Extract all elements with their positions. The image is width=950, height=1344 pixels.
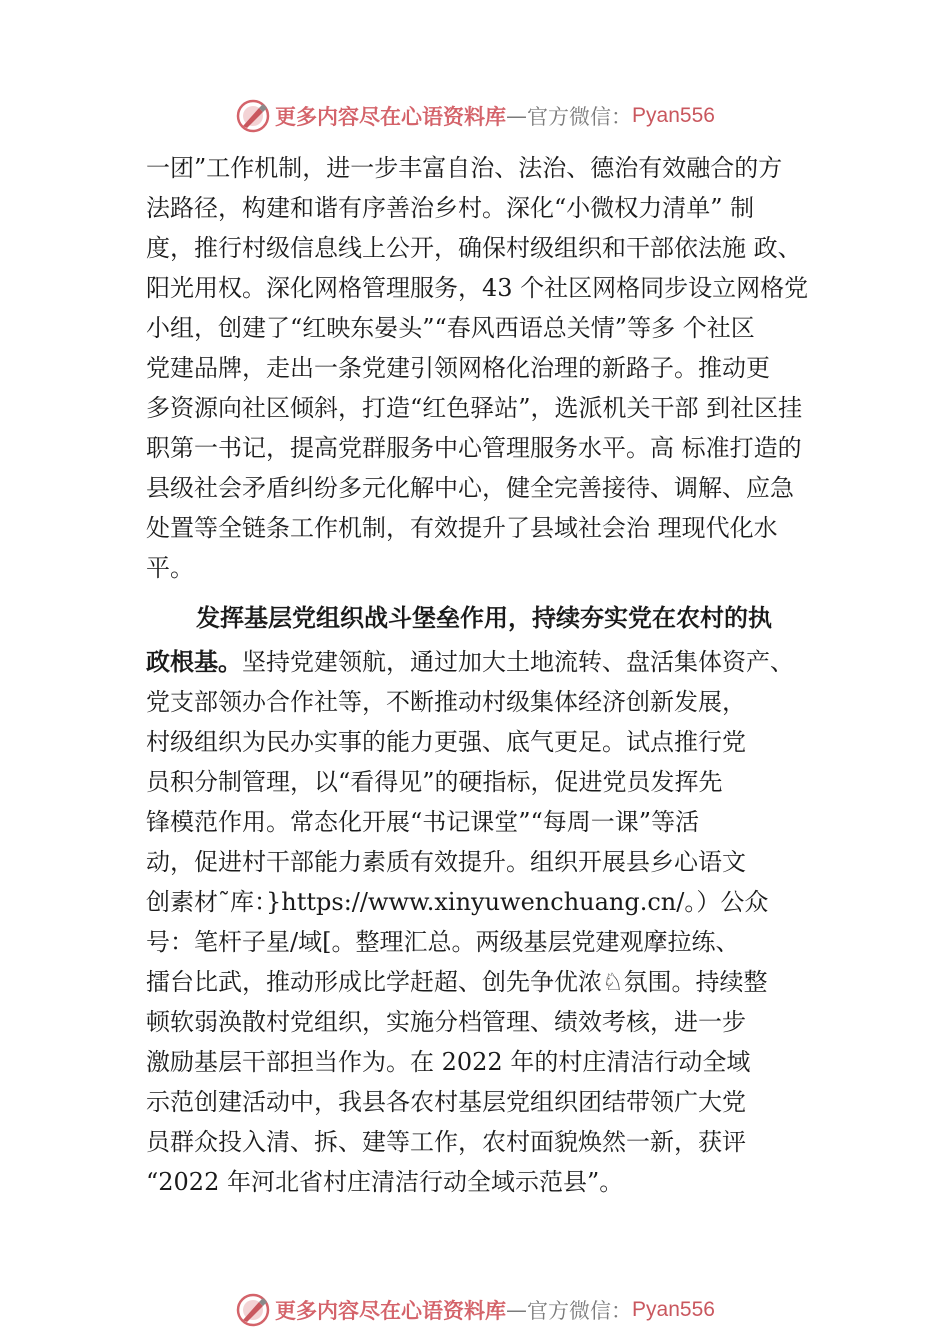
text-line: 员群众投入清、拆、建等工作，农村面貌焕然一新，获评 (146, 1128, 746, 1156)
footer-watermark-banner (0, 1290, 950, 1330)
text-line: 示范创建活动中，我县各农村基层党组织团结带领广大党 (146, 1088, 746, 1116)
text-line: 员积分制管理，以“看得见”的硬指标，促进党员发挥先 (146, 768, 723, 796)
text-line: 擂台比武，推动形成比学赶超、创先争优浓♘氛围。持续整 (146, 968, 768, 996)
pen-nib-logo-icon (235, 98, 271, 134)
text-line: 锋模范作用。常态化开展“书记课堂”“每周一课”等活 (146, 808, 700, 836)
text-line: 一团”工作机制，进一步丰富自治、法治、德治有效融合的方 (146, 154, 783, 182)
text-line: 动，促进村干部能力素质有效提升。组织开展县乡心语文 (146, 848, 746, 876)
banner-wechat-label: 官方微信： (527, 1299, 633, 1323)
section-heading-tail: 政根基。 (146, 648, 242, 676)
text-line: 法路径，构建和谐有序善治乡村。深化“小微权力清单” 制 (146, 194, 755, 222)
banner-title: 更多内容尽在心语资料库 (275, 104, 507, 129)
text-line: 职第一书记，提高党群服务中心管理服务水平。高 标准打造的 (146, 434, 802, 462)
paragraph-governance (146, 148, 846, 588)
text-line: 小组，创建了“红映东晏头”“春风西语总关情”等多 个社区 (146, 314, 755, 342)
text-line: 顿软弱涣散村党组织，实施分档管理、绩效考核，进一步 (146, 1008, 746, 1036)
banner-wechat-id: Pyan556 (632, 1298, 715, 1321)
text-line: 度，推行村级信息线上公开，确保村级组织和干部依法施 政、 (146, 234, 802, 262)
document-body (146, 148, 846, 1202)
text-line: 多资源向社区倾斜，打造“红色驿站”，选派机关干部 到社区挂 (146, 394, 803, 422)
text-line: “2022 年河北省村庄清洁行动全域示范县”。 (146, 1168, 624, 1196)
text-line: 阳光用权。深化网格管理服务，43 个社区网格同步设立网格党 (146, 274, 809, 302)
text-line: 创素材˜库：}https://www.xinyuwenchuang.cn/。）公众 (146, 888, 769, 916)
pen-nib-logo-icon (235, 1292, 271, 1328)
banner-wechat-id: Pyan556 (632, 104, 715, 127)
text-line: 村级组织为民办实事的能力更强、底气更足。试点推行党 (146, 728, 746, 756)
header-watermark-banner (0, 96, 950, 136)
banner-dash: — (506, 104, 528, 128)
text-line: 处置等全链条工作机制，有效提升了县域社会治 理现代化水 (146, 514, 778, 542)
section-heading: 发挥基层党组织战斗堡垒作用，持续夯实党在农村的执 (196, 604, 772, 632)
text-line: 激励基层干部担当作为。在 2022 年的村庄清洁行动全域 (146, 1048, 751, 1076)
banner-title: 更多内容尽在心语资料库 (275, 1298, 507, 1323)
banner-dash: — (506, 1298, 528, 1322)
paragraph-party-organization (146, 598, 846, 1202)
text-line: 平。 (146, 554, 194, 582)
text-line: 号：笔杆子星/域[。整理汇总。两级基层党建观摩拉练、 (146, 928, 740, 956)
banner-wechat-label: 官方微信： (527, 105, 633, 129)
text-span: 坚持党建领航，通过加大土地流转、盘活集体资产、 (242, 648, 794, 676)
text-line: 县级社会矛盾纠纷多元化解中心，健全完善接待、调解、应急 (146, 474, 794, 502)
text-line: 党建品牌，走出一条党建引领网格化治理的新路子。推动更 (146, 354, 770, 382)
text-line (146, 642, 846, 682)
text-line: 党支部领办合作社等，不断推动村级集体经济创新发展， (146, 688, 746, 716)
